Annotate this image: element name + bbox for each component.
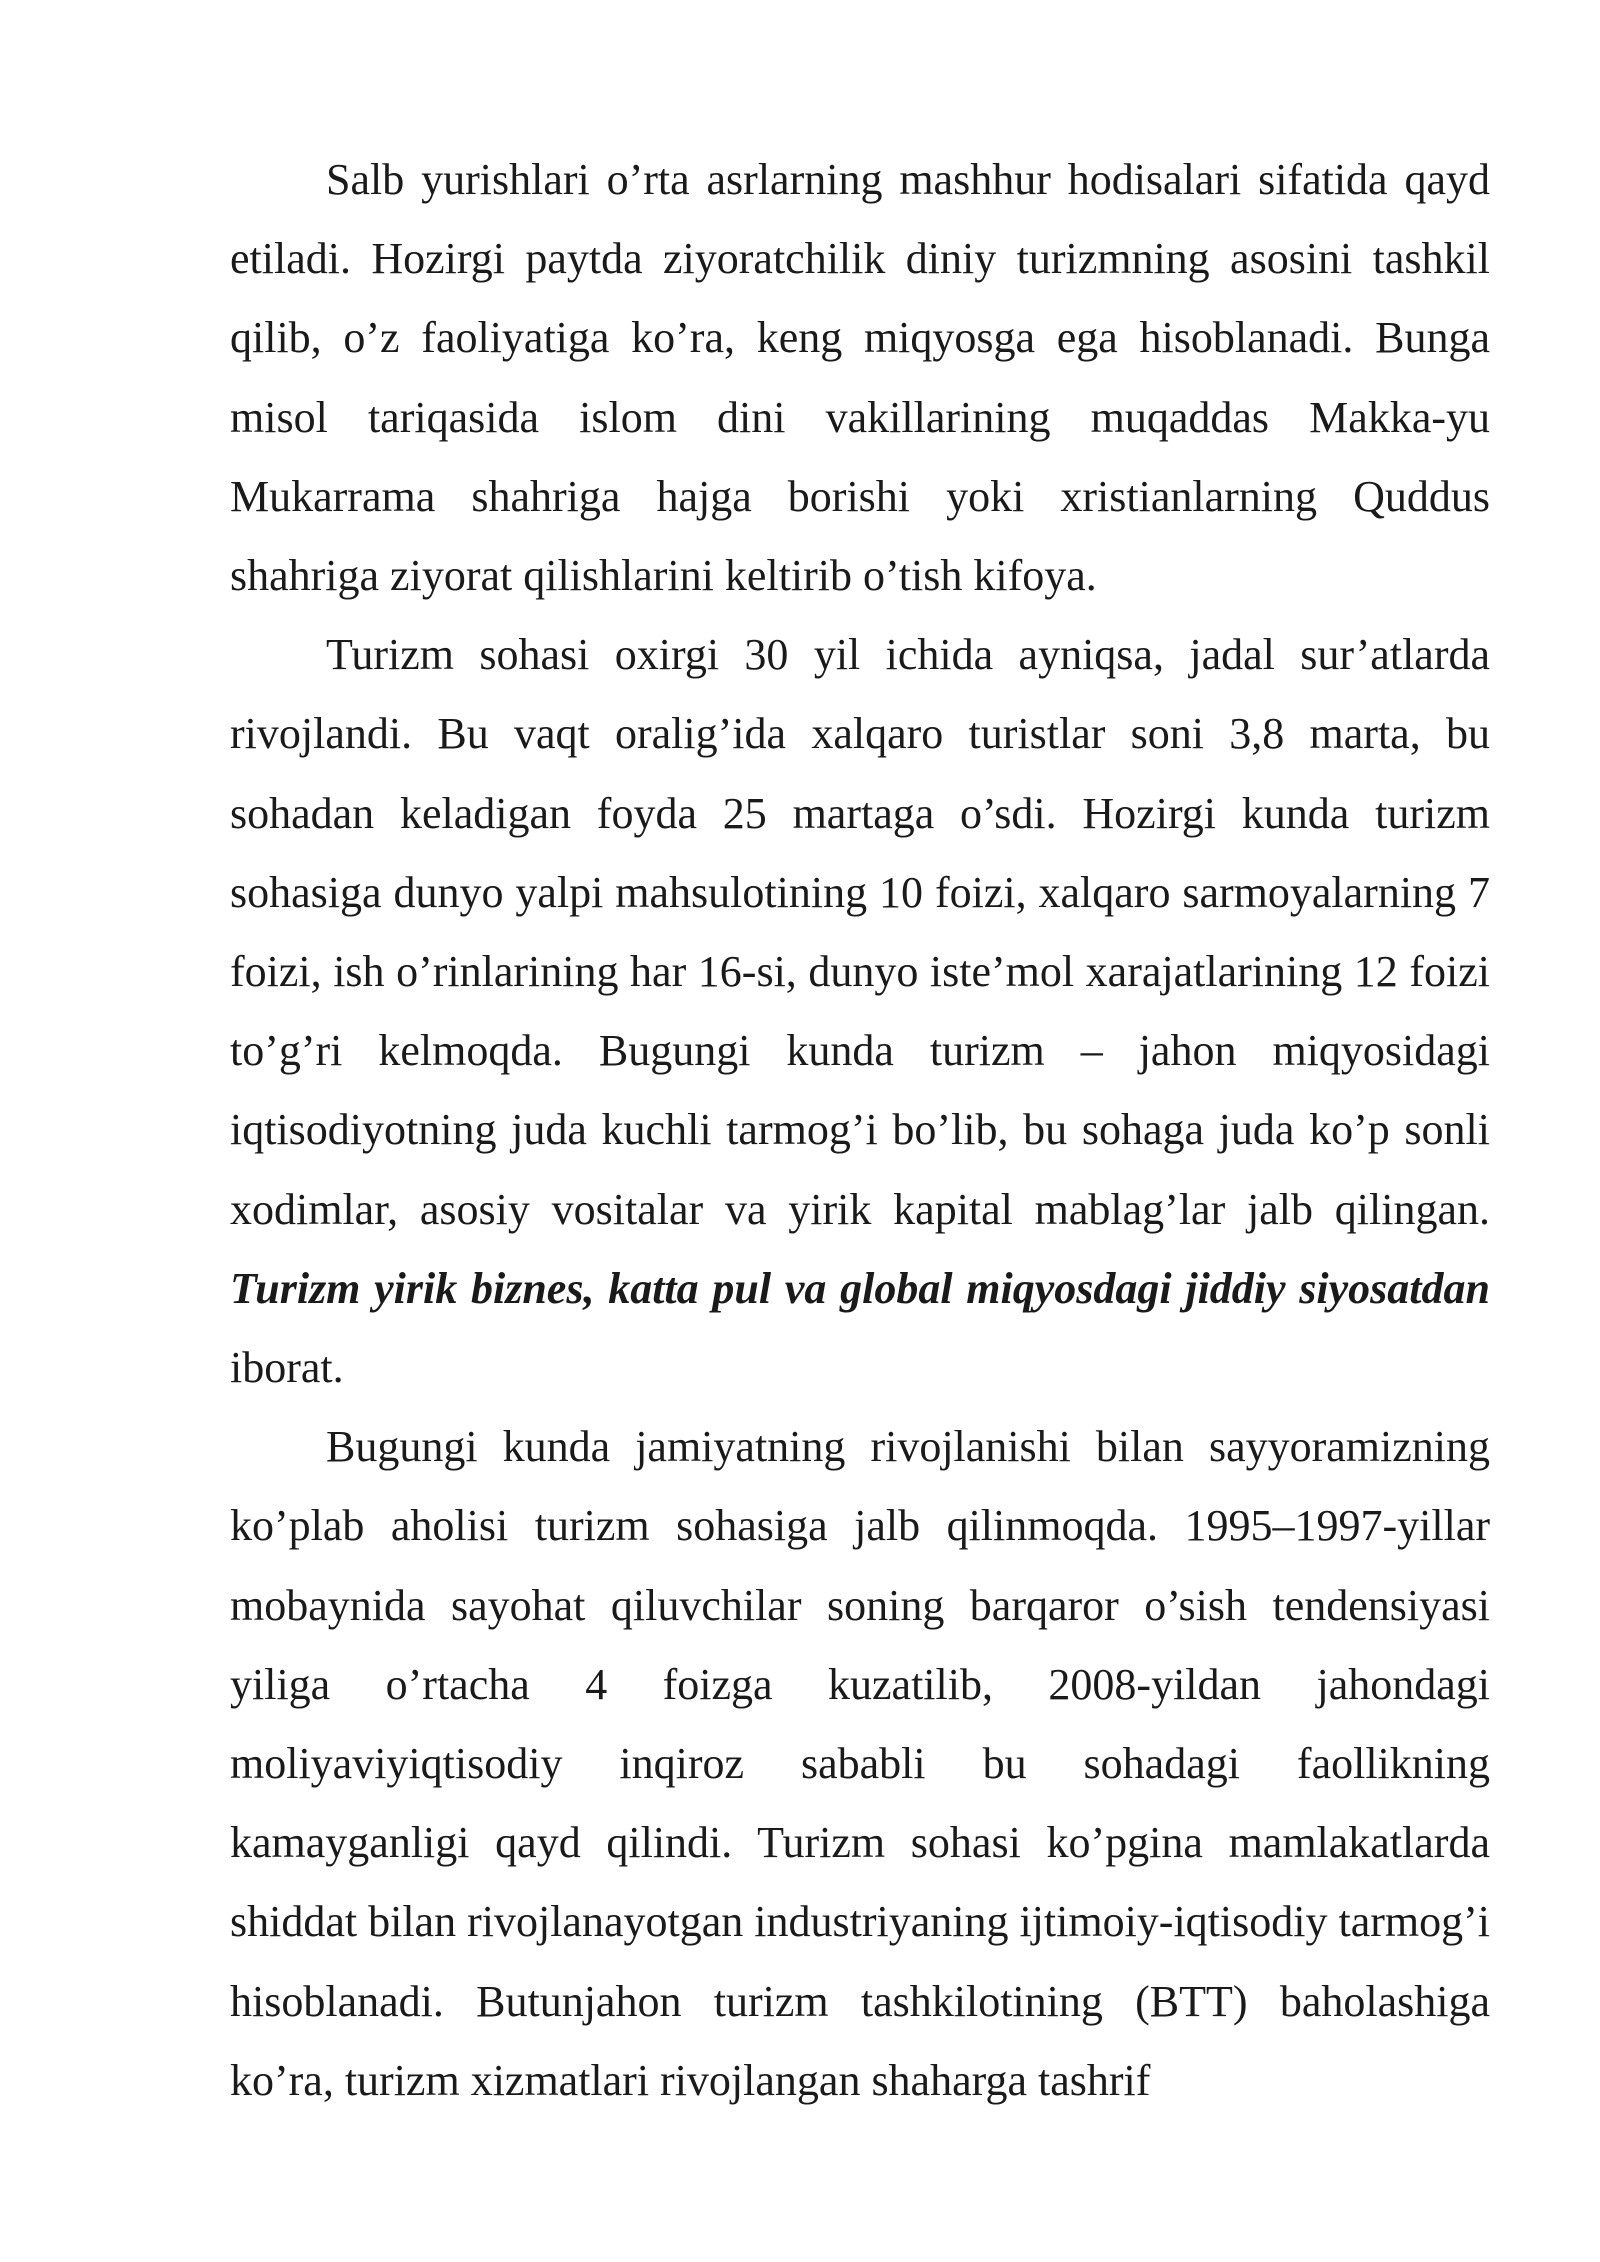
paragraph-text: Salb yurishlari o’rta asrlarning mashhur hodisalari sifatida qayd etiladi. Hozirgi paytda ziyoratchilik diniy turizmning asosini tashkil qilib, o’z faoliyatiga ko’ra, keng miqyosga ega hisoblanadi. Bunga misol tariqasida islom dini vakillarining muqaddas Makka-yu Mukarrama shahriga hajga borishi yoki xristianlarning Quddus shahriga ziyorat qilishlarini keltirib o’tish kifoya. (230, 155, 1490, 601)
paragraph-society-tourism (230, 1407, 1490, 2120)
emphasized-text: Turizm yirik biznes, katta pul va global miqyosdagi jiddiy siyosatdan (230, 1263, 1490, 1313)
paragraph-text: Turizm sohasi oxirgi 30 yil ichida ayniqsa, jadal sur’atlarda rivojlandi. Bu vaqt oralig’ida xalqaro turistlar soni 3,8 marta, bu sohadan keladigan foyda 25 martaga o’sdi. Hozirgi kunda turizm sohasiga dunyo yalpi mahsulotining 10 foizi, xalqaro sarmoyalarning 7 foizi, ish o’rinlarining har 16-si, dunyo iste’mol xarajatlarining 12 foizi to’g’ri kelmoqda. Bugungi kunda turizm – jahon miqyosidagi iqtisodiyotning juda kuchli tarmog’i bo’lib, bu sohaga juda ko’p sonli xodimlar, asosiy vositalar va yirik kapital mablag’lar jalb qilingan. (230, 630, 1490, 1234)
document-page (230, 140, 1490, 2120)
paragraph-tail: iborat. (230, 1343, 344, 1393)
paragraph-tourism-growth (230, 615, 1490, 1407)
paragraph-crusades (230, 140, 1490, 615)
paragraph-text: Bugungi kunda jamiyatning rivojlanishi bilan sayyoramizning ko’plab aholisi turizm sohasiga jalb qilinmoqda. 1995–1997-yillar mobaynida sayohat qiluvchilar soning barqaror o’sish tendensiyasi yiliga o’rtacha 4 foizga kuzatilib, 2008-yildan jahondagi moliyaviyiqtisodiy inqiroz sababli bu sohadagi faollikning kamayganligi qayd qilindi. Turizm sohasi ko’pgina mamlakatlarda shiddat bilan rivojlanayotgan industriyaning ijtimoiy-iqtisodiy tarmog’i hisoblanadi. Butunjahon turizm tashkilotining (BTT) baholashiga ko’ra, turizm xizmatlari rivojlangan shaharga tashrif (230, 1422, 1490, 2105)
